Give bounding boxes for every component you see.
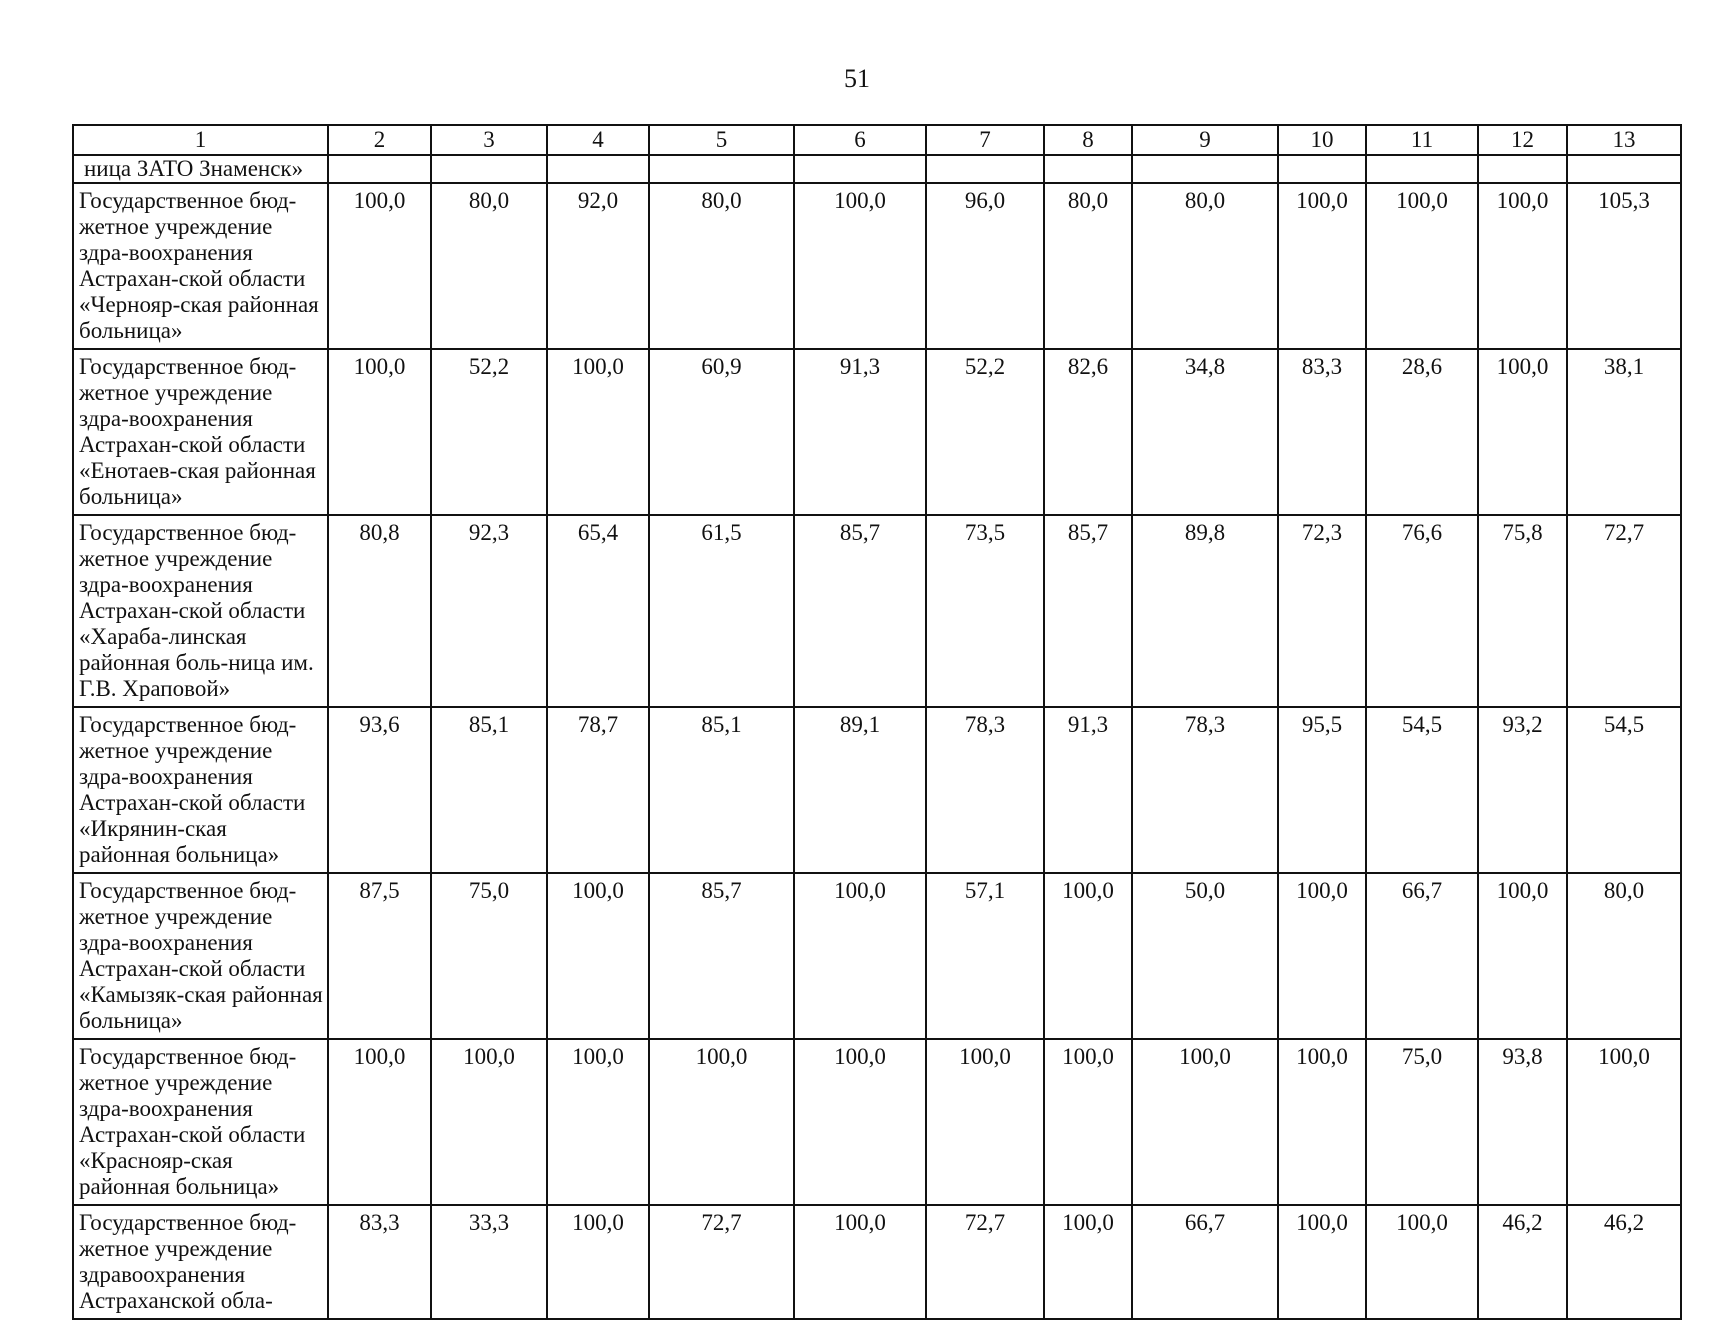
value-cell: 75,8: [1478, 515, 1567, 707]
value-cell: 82,6: [1044, 349, 1132, 515]
value-cell: 89,1: [794, 707, 926, 873]
value-cell: 91,3: [1044, 707, 1132, 873]
column-number: 5: [649, 125, 794, 155]
value-cell: 61,5: [649, 515, 794, 707]
value-cell: 78,3: [1132, 707, 1278, 873]
empty-cell: [547, 155, 649, 183]
value-cell: 93,2: [1478, 707, 1567, 873]
value-cell: 100,0: [431, 1039, 547, 1205]
value-cell: 105,3: [1567, 183, 1681, 349]
value-cell: 100,0: [649, 1039, 794, 1205]
value-cell: 83,3: [328, 1205, 431, 1319]
value-cell: 100,0: [1478, 873, 1567, 1039]
value-cell: 66,7: [1132, 1205, 1278, 1319]
column-number: 4: [547, 125, 649, 155]
value-cell: 80,8: [328, 515, 431, 707]
institution-name: Государственное бюд-жетное учреждение здра-воохранения Астрахан-ской области «Краснояр-ская районная больница»: [73, 1039, 328, 1205]
column-number: 6: [794, 125, 926, 155]
page-number: 51: [844, 64, 870, 93]
value-cell: 34,8: [1132, 349, 1278, 515]
institution-name: Государственное бюд-жетное учреждение здра-воохранения Астрахан-ской области «Чернояр-ская районная больница»: [73, 183, 328, 349]
value-cell: 75,0: [431, 873, 547, 1039]
indicators-table: [72, 124, 1682, 1320]
value-cell: 66,7: [1366, 873, 1478, 1039]
value-cell: 95,5: [1278, 707, 1366, 873]
column-number: 8: [1044, 125, 1132, 155]
value-cell: 50,0: [1132, 873, 1278, 1039]
value-cell: 91,3: [794, 349, 926, 515]
column-number: 2: [328, 125, 431, 155]
value-cell: 100,0: [547, 1205, 649, 1319]
value-cell: 72,7: [1567, 515, 1681, 707]
value-cell: 100,0: [1278, 1039, 1366, 1205]
column-number: 1: [73, 125, 328, 155]
empty-cell: [1478, 155, 1567, 183]
column-number: 9: [1132, 125, 1278, 155]
value-cell: 85,1: [649, 707, 794, 873]
value-cell: 80,0: [1132, 183, 1278, 349]
value-cell: 92,3: [431, 515, 547, 707]
value-cell: 85,7: [1044, 515, 1132, 707]
value-cell: 54,5: [1567, 707, 1681, 873]
institution-name: Государственное бюд-жетное учреждение здра-воохранения Астрахан-ской области «Хараба-линская районная боль-ница им. Г.В. Храповой»: [73, 515, 328, 707]
value-cell: 100,0: [1044, 873, 1132, 1039]
institution-name: Государственное бюд-жетное учреждение здра-воохранения Астрахан-ской области «Камызяк-ская районная больница»: [73, 873, 328, 1039]
value-cell: 83,3: [1278, 349, 1366, 515]
value-cell: 78,7: [547, 707, 649, 873]
value-cell: 76,6: [1366, 515, 1478, 707]
value-cell: 93,8: [1478, 1039, 1567, 1205]
value-cell: 100,0: [328, 183, 431, 349]
value-cell: 100,0: [1278, 873, 1366, 1039]
column-number: 13: [1567, 125, 1681, 155]
value-cell: 85,7: [649, 873, 794, 1039]
institution-name: Государственное бюд-жетное учреждение здра-воохранения Астрахан-ской области «Енотаев-ская районная больница»: [73, 349, 328, 515]
empty-cell: [794, 155, 926, 183]
empty-cell: [649, 155, 794, 183]
empty-cell: [1044, 155, 1132, 183]
value-cell: 46,2: [1567, 1205, 1681, 1319]
value-cell: 100,0: [1278, 1205, 1366, 1319]
value-cell: 100,0: [794, 183, 926, 349]
continuation-row: [73, 155, 1681, 183]
value-cell: 100,0: [1366, 1205, 1478, 1319]
value-cell: 57,1: [926, 873, 1044, 1039]
value-cell: 100,0: [547, 1039, 649, 1205]
value-cell: 93,6: [328, 707, 431, 873]
value-cell: 100,0: [926, 1039, 1044, 1205]
value-cell: 100,0: [1567, 1039, 1681, 1205]
value-cell: 72,7: [649, 1205, 794, 1319]
value-cell: 100,0: [547, 873, 649, 1039]
value-cell: 33,3: [431, 1205, 547, 1319]
column-number: 11: [1366, 125, 1478, 155]
value-cell: 46,2: [1478, 1205, 1567, 1319]
value-cell: 89,8: [1132, 515, 1278, 707]
value-cell: 92,0: [547, 183, 649, 349]
empty-cell: [926, 155, 1044, 183]
value-cell: 52,2: [926, 349, 1044, 515]
value-cell: 28,6: [1366, 349, 1478, 515]
table-header-row: [73, 125, 1681, 155]
table-row: [73, 349, 1681, 515]
value-cell: 100,0: [1132, 1039, 1278, 1205]
column-number: 3: [431, 125, 547, 155]
empty-cell: [328, 155, 431, 183]
table-row: [73, 707, 1681, 873]
value-cell: 65,4: [547, 515, 649, 707]
value-cell: 100,0: [1278, 183, 1366, 349]
value-cell: 60,9: [649, 349, 794, 515]
value-cell: 96,0: [926, 183, 1044, 349]
value-cell: 100,0: [547, 349, 649, 515]
value-cell: 72,3: [1278, 515, 1366, 707]
value-cell: 100,0: [328, 349, 431, 515]
value-cell: 80,0: [1567, 873, 1681, 1039]
value-cell: 72,7: [926, 1205, 1044, 1319]
empty-cell: [431, 155, 547, 183]
value-cell: 100,0: [1478, 183, 1567, 349]
value-cell: 38,1: [1567, 349, 1681, 515]
institution-name: Государственное бюд-жетное учреждение здра-воохранения Астрахан-ской области «Икрянин-ская районная больница»: [73, 707, 328, 873]
value-cell: 100,0: [794, 873, 926, 1039]
value-cell: 73,5: [926, 515, 1044, 707]
value-cell: 100,0: [1366, 183, 1478, 349]
empty-cell: [1366, 155, 1478, 183]
value-cell: 54,5: [1366, 707, 1478, 873]
continuation-cell: ница ЗАТО Знаменск»: [73, 155, 328, 183]
value-cell: 52,2: [431, 349, 547, 515]
value-cell: 100,0: [1478, 349, 1567, 515]
table-row: [73, 1205, 1681, 1319]
value-cell: 100,0: [794, 1205, 926, 1319]
institution-name: Государственное бюд-жетное учреждение здравоохранения Астраханской обла-: [73, 1205, 328, 1319]
value-cell: 87,5: [328, 873, 431, 1039]
value-cell: 80,0: [649, 183, 794, 349]
value-cell: 85,7: [794, 515, 926, 707]
table-row: [73, 1039, 1681, 1205]
table-row: [73, 515, 1681, 707]
value-cell: 100,0: [794, 1039, 926, 1205]
table-row: [73, 873, 1681, 1039]
table-row: [73, 183, 1681, 349]
value-cell: 80,0: [1044, 183, 1132, 349]
value-cell: 80,0: [431, 183, 547, 349]
value-cell: 78,3: [926, 707, 1044, 873]
value-cell: 100,0: [328, 1039, 431, 1205]
column-number: 10: [1278, 125, 1366, 155]
value-cell: 100,0: [1044, 1039, 1132, 1205]
value-cell: 75,0: [1366, 1039, 1478, 1205]
empty-cell: [1567, 155, 1681, 183]
column-number: 12: [1478, 125, 1567, 155]
value-cell: 100,0: [1044, 1205, 1132, 1319]
value-cell: 85,1: [431, 707, 547, 873]
column-number: 7: [926, 125, 1044, 155]
empty-cell: [1278, 155, 1366, 183]
empty-cell: [1132, 155, 1278, 183]
